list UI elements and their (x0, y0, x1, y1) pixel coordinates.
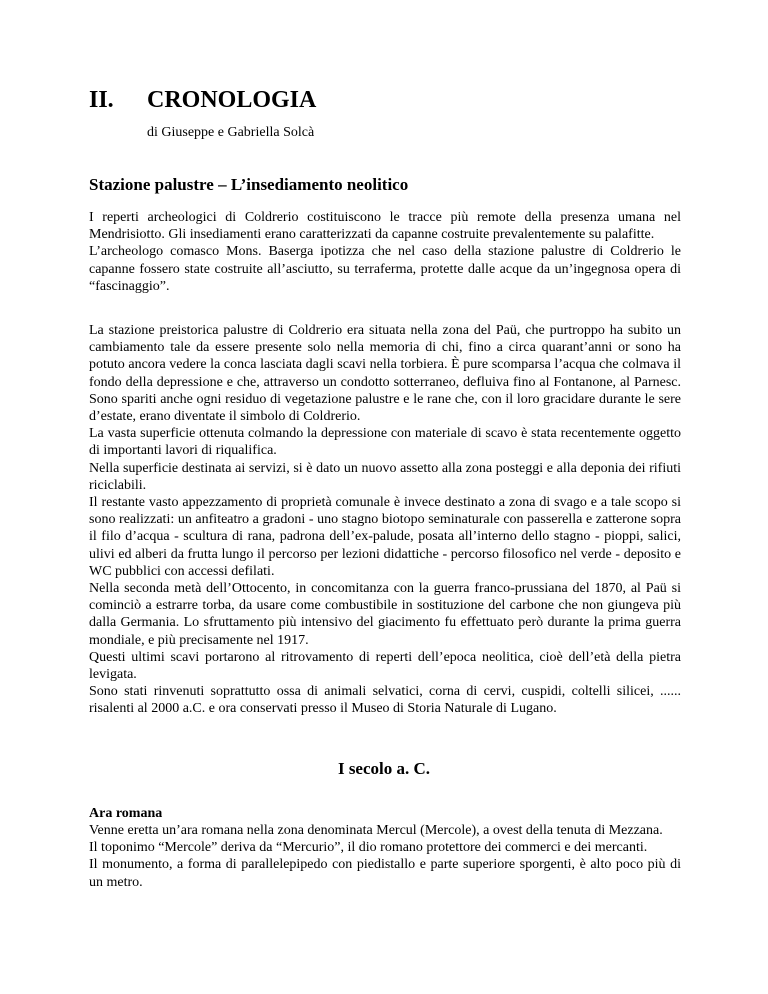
paragraph: Il restante vasto appezzamento di proprietà comunale è invece destinato a zona di svago e a tale scopo si sono realizzati: un anfiteatro a gradoni - uno stagno biotopo seminaturale con passerella e zatterone sopra il filo d’acqua - scultura di rana, padrona dell’ex-palude, posata all’interno dello stagno - pioppi, salici, ulivi ed alberi da frutta lungo il percorso per lezioni didattiche - percorso filosofico nel verde - deposito e WC pubblici con accessi defilati. (89, 495, 681, 579)
section-heading-neolithic: Stazione palustre – L’insediamento neolitico (89, 175, 409, 194)
paragraph-block-3 (89, 580, 681, 718)
authors-line: di Giuseppe e Gabriella Solcà (147, 125, 315, 140)
subheading-ara-romana: Ara romana (89, 806, 163, 821)
paragraph: Il monumento, a forma di parallelepipedo con piedistallo e parte superiore sporgenti, è alto poco più di un metro. (89, 857, 681, 890)
paragraph-block-1 (89, 209, 681, 295)
paragraph: Venne eretta un’ara romana nella zona denominata Mercul (Mercole), a ovest della tenuta di Mezzana. (89, 823, 663, 838)
paragraph: Questi ultimi scavi portarono al ritrovamento di reperti dell’epoca neolitica, cioè dell’età della pietra levigata. (89, 649, 681, 683)
paragraph: Il toponimo “Mercole” deriva da “Mercurio”, il dio romano protettore dei commerci e dei mercanti. (89, 840, 648, 856)
paragraph-block-2 (89, 322, 681, 580)
paragraph: Sono stati rinvenuti soprattutto ossa di animali selvatici, corna di cervi, cuspidi, coltelli silicei, ...... risalenti al 2000 a.C. e ora conservati presso il Museo di Storia Naturale di Lugano. (89, 684, 681, 717)
paragraph: L’archeologo comasco Mons. Baserga ipotizza che nel caso della stazione palustre di Coldrerio le capanne fossero state costruite all’asciutto, su terraferma, protette dalle acque da un’ingegnosa opera di “fascinaggio”. (89, 244, 681, 294)
paragraph: La stazione preistorica palustre di Coldrerio era situata nella zona del Paü, che purtroppo ha subito un cambiamento tale da essere presente solo nella memoria di chi, fino a circa quarant’anni or sono ha potuto ancora vedere la conca lasciata dagli scavi nella torbiera. È pure scomparsa l’acqua che colmava il fondo della depressione e che, attraverso un condotto sotterraneo, defluiva fino al Fontanone, al Parnesc. Sono spariti anche ogni residuo di vegetazione palustre e le rane che, con il loro gracidare durante le sere d’estate, erano diventate il simbolo di Coldrerio. (89, 323, 681, 425)
paragraph: La vasta superficie ottenuta colmando la depressione con materiale di scavo è stata recentemente oggetto di importanti lavori di riqualifica. (89, 426, 681, 459)
paragraph: I reperti archeologici di Coldrerio costituiscono le tracce più remote della presenza umana nel Mendrisiotto. Gli insediamenti erano caratterizzati da capanne costruite prevalentemente su palafitte. (89, 210, 681, 243)
chapter-number: II. (89, 87, 114, 113)
section-heading-century: I secolo a. C. (337, 759, 431, 778)
paragraph-block-4 (89, 822, 681, 891)
paragraph: Nella seconda metà dell’Ottocento, in concomitanza con la guerra franco-prussiana del 1870, al Paü si cominciò a estrarre torba, da usare come combustibile in sostituzione del carbone che non giungeva più dalla Germania. Lo sfruttamento più intensivo del giacimento fu effettuato però durante la prima guerra mondiale, e più precisamente nel 1917. (89, 581, 681, 648)
chapter-title: CRONOLOGIA (147, 87, 317, 113)
paragraph: Nella superficie destinata ai servizi, si è dato un nuovo assetto alla zona posteggi e alla deponia dei rifiuti riciclabili. (89, 460, 681, 493)
